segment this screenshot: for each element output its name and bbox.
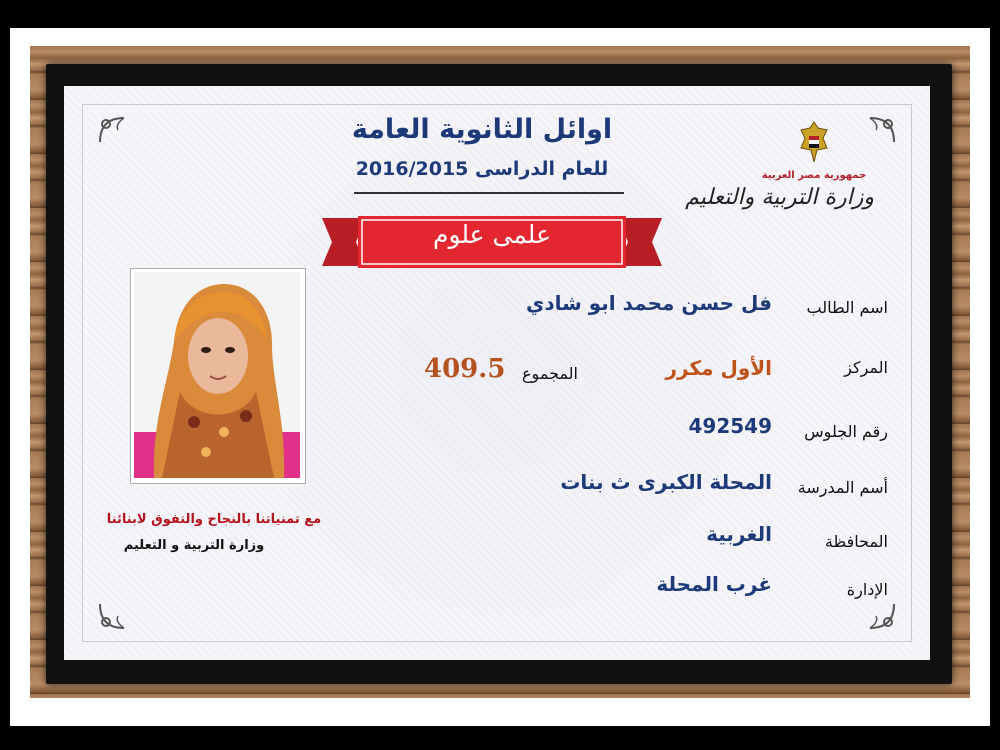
student-photo [130,268,306,484]
header-divider [354,192,624,194]
academic-year: للعام الدراسى 2016/2015 [355,158,609,180]
corner-ornament-icon [860,594,900,634]
student-name: فل حسن محمد ابو شادي [526,291,772,315]
corner-ornament-icon [94,594,134,634]
corner-ornament-icon [94,112,134,152]
seat-number: 492549 [688,414,772,438]
ministry-emblem [685,120,874,230]
governorate-label: المحافظة [824,532,888,551]
emblem-ministry: وزارة التربية والتعليم [685,185,874,210]
emblem-country: جمهورية مصر العربية [761,170,867,181]
total-label: المجموع [522,364,578,383]
governorate-name: الغربية [706,522,772,546]
administration-label: الإدارة [846,580,888,599]
certificate-title: اوائل الثانوية العامة [351,114,613,145]
administration-name: غرب المحلة [656,572,772,596]
wish-text: مع تمنياتنا بالنجاح والتفوق لابنائنا [106,512,322,527]
ministry-signature: وزارة التربية و التعليم [123,538,265,553]
rank-label: المركز [844,358,888,377]
student-rank: الأول مكرر [665,356,772,380]
school-label: أسم المدرسة [797,478,888,497]
eagle-emblem-icon [797,120,831,164]
certificate [64,86,930,660]
track-label: علمى علوم [432,220,552,249]
name-label: اسم الطالب [806,298,888,317]
seat-label: رقم الجلوس [804,422,888,441]
school-name: المحلة الكبرى ث بنات [560,470,772,494]
total-score: 409.5 [424,354,506,384]
student-portrait [134,272,300,478]
